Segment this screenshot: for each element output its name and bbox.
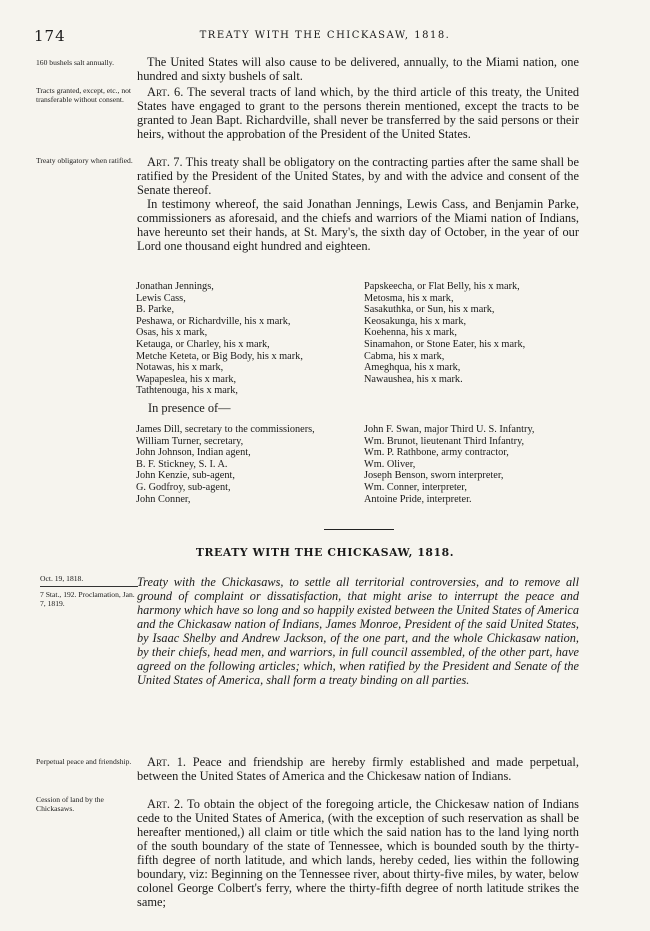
presence-label: In presence of— [148, 401, 231, 415]
side-note-cession: Cession of land by the Chickasaws. [36, 795, 104, 813]
side-note-peace: Perpetual peace and friendship. [36, 757, 132, 766]
witnesses-left [136, 424, 376, 505]
paragraph-art2 [137, 797, 579, 909]
signatory: Papskeecha, or Flat Belly, his x mark, [364, 281, 520, 292]
treaty-preamble: Treaty with the Chickasaws, to settle all territorial controversies, and to remove all ground of complaint or dissatisfaction, that might arise to interrupt the peace and harmony which have so long and so happily existed between the United States of America and the Chickasaw nation of Indians, James Monroe, President of the said United States, by Isaac Shelby and Andrew Jackson, of the one part, and the whole Chickasaw nation, by their chiefs, head men, and warriors, in full council assembled, of the other part, have agreed on the following articles; which, when ratified by the President and Senate of the United States of America, shall form a treaty binding on all parties. [137, 575, 579, 687]
side-note-citation: 7 Stat., 192. Proclamation, Jan. 7, 1819. [40, 590, 135, 608]
side-note-date: Oct. 19, 1818. [40, 574, 84, 583]
article-text: To obtain the object of the foregoing article, the Chickesaw nation of Indians cede to the United States of America, (with the exception of such reservation as shall be hereafter mentioned,) all claim or title which the said nation has to the land lying north of the south boundary of the state of Tennessee, which is bounded south by the thirty-fifth degree of north latitude, and which lands, hereby ceded, lies within the following boundary, viz: Beginning on the Tennessee river, about thirty-five miles, by water, below colonel George Colbert's ferry, where the thirty-fifth degree of north latitude strikes the same; [137, 797, 580, 909]
signatory: Metche Keteta, or Big Body, his x mark, [136, 350, 303, 362]
signatory: Metosma, his x mark, [364, 292, 454, 304]
signatory: Koehenna, his x mark, [364, 327, 457, 339]
paragraph-art1 [137, 755, 579, 783]
signatories-left [136, 281, 303, 397]
signatory: Tathtenouga, his x mark, [136, 385, 238, 397]
signatory: Lewis Cass, [136, 292, 186, 304]
witness: John Conner, [136, 493, 191, 505]
witness: G. Godfroy, sub-agent, [136, 481, 231, 493]
signatory: Notawas, his x mark, [136, 362, 224, 374]
signatory: Ameghqua, his x mark, [364, 362, 461, 374]
paragraph-salt: The United States will also cause to be delivered, annually, to the Miami nation, one hundred and sixty bushels of salt. [137, 55, 579, 83]
witness: Wm. Brunot, lieutenant Third Infantry, [364, 435, 525, 447]
signatory: Cabma, his x mark, [364, 350, 445, 362]
witness: John F. Swan, major Third U. S. Infantry, [364, 424, 535, 435]
side-note-obligatory: Treaty obligatory when ratified. [36, 156, 133, 165]
signatory: Wapapeslea, his x mark, [136, 373, 237, 385]
side-note-salt: 160 bushels salt annually. [36, 58, 114, 67]
witness: John Kenzie, sub-agent, [136, 470, 235, 482]
signatory: Osas, his x mark, [136, 327, 208, 339]
witness: Joseph Benson, sworn interpreter, [364, 470, 504, 482]
article-label: Art. 7. [147, 155, 183, 169]
page-number: 174 [34, 27, 66, 45]
witness: Wm. Oliver, [364, 458, 416, 470]
witness: Wm. Conner, interpreter, [364, 481, 467, 493]
article-label: Art. 2. [147, 797, 184, 811]
witness: John Johnson, Indian agent, [136, 447, 251, 459]
signatory: Ketauga, or Charley, his x mark, [136, 338, 270, 350]
article-label: Art. 1. [147, 755, 187, 769]
signatory: Nawaushea, his x mark. [364, 373, 463, 385]
signatory: Jonathan Jennings, [136, 281, 214, 292]
witness: B. F. Stickney, S. I. A. [136, 458, 228, 470]
signatory: B. Parke, [136, 304, 175, 316]
witness: William Turner, secretary, [136, 435, 244, 447]
treaty-title: TREATY WITH THE CHICKASAW, 1818. [195, 546, 455, 559]
side-note-rule [40, 586, 138, 587]
article-text: This treaty shall be obligatory on the contracting parties after the same shall be ratified by the President of the United States, by and with the advice and consent of the Senate thereof. [137, 155, 579, 197]
article-label: Art. 6. [147, 85, 184, 99]
witness: Antoine Pride, interpreter. [364, 493, 472, 505]
paragraph-art7 [137, 155, 579, 197]
running-title: TREATY WITH THE CHICKASAW, 1818. [199, 30, 451, 41]
witness: Wm. P. Rathbone, army contractor, [364, 447, 509, 459]
witness: James Dill, secretary to the commissioners, [136, 424, 315, 435]
signatories-right [364, 281, 525, 385]
paragraph-art6 [137, 85, 579, 141]
witnesses-right [364, 424, 584, 505]
side-note-tracts: Tracts granted, except, etc., not transferable without consent. [36, 86, 132, 104]
article-text: Peace and friendship are hereby firmly established and made perpetual, between the United States of America and the Chickesaw nation of Indians. [137, 755, 579, 783]
paragraph-testimony: In testimony whereof, the said Jonathan Jennings, Lewis Cass, and Benjamin Parke, commissioners as aforesaid, and the chiefs and warriors of the Miami nation of Indians, have hereunto set their hands, at St. Mary's, the sixth day of October, in the year of our Lord one thousand eight hundred and eighteen. [137, 197, 579, 253]
signatory: Sinamahon, or Stone Eater, his x mark, [364, 338, 526, 350]
section-divider [324, 529, 394, 530]
article-text: The several tracts of land which, by the third article of this treaty, the United States have engaged to grant to the persons therein mentioned, except the tracts to be granted to Jean Bapt. Richardville, shall never be transferred by the said persons or their heirs, without the approbation of the President of the United States. [137, 85, 580, 141]
signatory: Keosakunga, his x mark, [364, 315, 467, 327]
signatory: Peshawa, or Richardville, his x mark, [136, 315, 291, 327]
signatory: Sasakuthka, or Sun, his x mark, [364, 304, 495, 316]
